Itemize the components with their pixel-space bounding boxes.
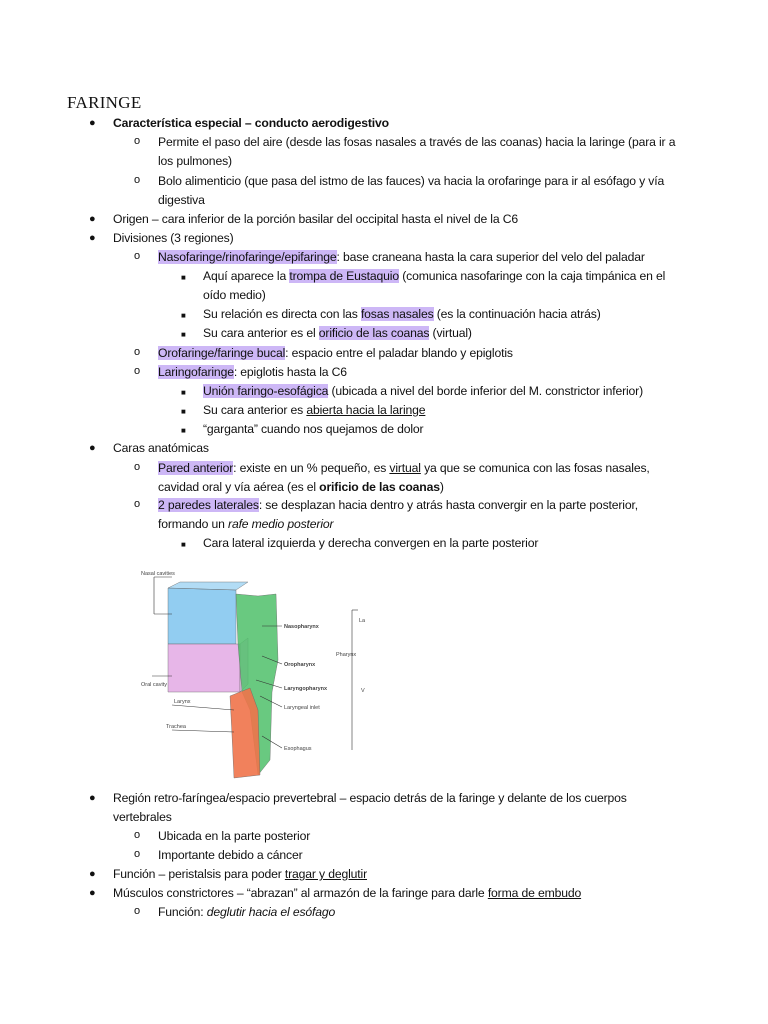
bullet-marker: ■ (181, 330, 186, 339)
label-cut-la: La (359, 618, 366, 624)
bullet-marker: ■ (181, 388, 186, 397)
highlight: orificio de las coanas (318, 326, 430, 340)
list-item: Su cara anterior es abierta hacia la laringe (203, 403, 426, 417)
list-item: Región retro-faríngea/espacio prevertebral – espacio detrás de la faringe y delante de los cuerpos (113, 791, 627, 805)
bullet-marker: o (134, 905, 141, 917)
bullet-marker: ● (89, 887, 96, 899)
label-nasal-cavities: Nasal cavities (141, 571, 175, 577)
highlight: Laringofaringe (158, 365, 234, 379)
list-item: Divisiones (3 regiones) (113, 231, 234, 245)
list-item: Caras anatómicas (113, 441, 209, 455)
bullet-marker: o (134, 250, 141, 262)
bullet-marker: o (134, 174, 141, 186)
bullet-marker: ● (89, 868, 96, 880)
highlight: Unión faringo-esofágica (203, 384, 329, 398)
page-title: FARINGE (67, 93, 142, 112)
list-item: Cara lateral izquierda y derecha convergen en la parte posterior (203, 536, 539, 550)
bullet-marker: ● (89, 232, 96, 244)
highlight: 2 paredes laterales (158, 498, 259, 512)
list-item: Laringofaringe: epiglotis hasta la C6 (158, 365, 347, 379)
list-item: Orofaringe/faringe bucal: espacio entre el paladar blando y epiglotis (158, 346, 513, 360)
label-nasopharynx: Nasopharynx (284, 624, 319, 630)
list-item: Función: deglutir hacia el esófago (158, 905, 336, 919)
bullet-marker: ■ (181, 540, 186, 549)
list-item: Nasofaringe/rinofaringe/epifaringe: base craneana hasta la cara superior del velo del paladar (158, 250, 645, 264)
label-oral-cavity: Oral cavity (141, 682, 167, 688)
label-oropharynx: Oropharynx (284, 662, 316, 668)
bullet-marker: ■ (181, 426, 186, 435)
label-larynx: Larynx (174, 699, 191, 705)
list-item: Pared anterior: existe en un % pequeño, es virtual ya que se comunica con las fosas nasales, (158, 461, 650, 475)
label-esophagus: Esophagus (284, 746, 312, 752)
bullet-marker: o (134, 346, 141, 358)
nasal-region (168, 588, 236, 644)
label-cut-v: V (361, 688, 365, 694)
list-item: Músculos constrictores – “abrazan” al armazón de la faringe para darle forma de embudo (113, 886, 582, 900)
list-item: Importante debido a cáncer (158, 848, 303, 862)
label-laryngeal-inlet: Laryngeal inlet (284, 705, 320, 711)
list-item-continuation: oído medio) (203, 288, 266, 302)
label-laryngopharynx: Laryngopharynx (284, 686, 328, 692)
list-item: Característica especial – conducto aerodigestivo (113, 116, 389, 130)
bullet-marker: o (134, 498, 141, 510)
list-item: “garganta” cuando nos quejamos de dolor (203, 422, 424, 436)
label-trachea: Trachea (166, 724, 186, 730)
list-item-continuation: digestiva (158, 193, 205, 207)
bullet-marker: ● (89, 442, 96, 454)
list-item: Unión faringo-esofágica (ubicada a nivel del borde inferior del M. constrictor inferior) (203, 384, 644, 398)
list-item-continuation: los pulmones) (158, 154, 232, 168)
highlight: Nasofaringe/rinofaringe/epifaringe (158, 250, 337, 264)
highlight: trompa de Eustaquio (289, 269, 399, 283)
list-item: 2 paredes laterales: se desplazan hacia dentro y atrás hasta convergir en la parte posterior, (158, 498, 638, 512)
bullet-marker: o (134, 848, 141, 860)
list-item: Permite el paso del aire (desde las fosas nasales a través de las coanas) hacia la laringe (para ir a (158, 135, 676, 149)
list-item: Su cara anterior es el orificio de las coanas (virtual) (203, 326, 472, 340)
list-item-continuation: cavidad oral y vía aérea (es el orificio de las coanas) (158, 480, 444, 494)
list-item: Su relación es directa con las fosas nasales (es la continuación hacia atrás) (203, 307, 601, 321)
list-item: Aquí aparece la trompa de Eustaquio (comunica nasofaringe con la caja timpánica en el (203, 269, 666, 283)
bullet-marker: o (134, 135, 141, 147)
bullet-marker: ■ (181, 407, 186, 416)
bullet-marker: ■ (181, 311, 186, 320)
list-item: Bolo alimenticio (que pasa del istmo de las fauces) va hacia la orofaringe para ir al esófago y vía (158, 174, 665, 188)
bullet-marker: o (134, 829, 141, 841)
label-pharynx: Pharynx (336, 652, 357, 658)
bullet-marker: ● (89, 213, 96, 225)
oral-region (168, 644, 240, 692)
bullet-marker: o (134, 461, 141, 473)
list-item: Función – peristalsis para poder tragar y deglutir (113, 867, 368, 881)
highlight: Orofaringe/faringe bucal (158, 346, 286, 360)
highlight: Pared anterior (158, 461, 234, 475)
list-item: Ubicada en la parte posterior (158, 829, 311, 843)
bullet-marker: ● (89, 117, 96, 129)
highlight: fosas nasales (360, 307, 434, 321)
list-item-continuation: formando un rafe medio posterior (158, 517, 334, 531)
list-item-continuation: vertebrales (113, 810, 172, 824)
bullet-marker: ● (89, 792, 96, 804)
pharynx-diagram (138, 560, 366, 788)
bullet-marker: ■ (181, 273, 186, 282)
bullet-marker: o (134, 365, 141, 377)
list-item: Origen – cara inferior de la porción basilar del occipital hasta el nivel de la C6 (113, 212, 519, 226)
